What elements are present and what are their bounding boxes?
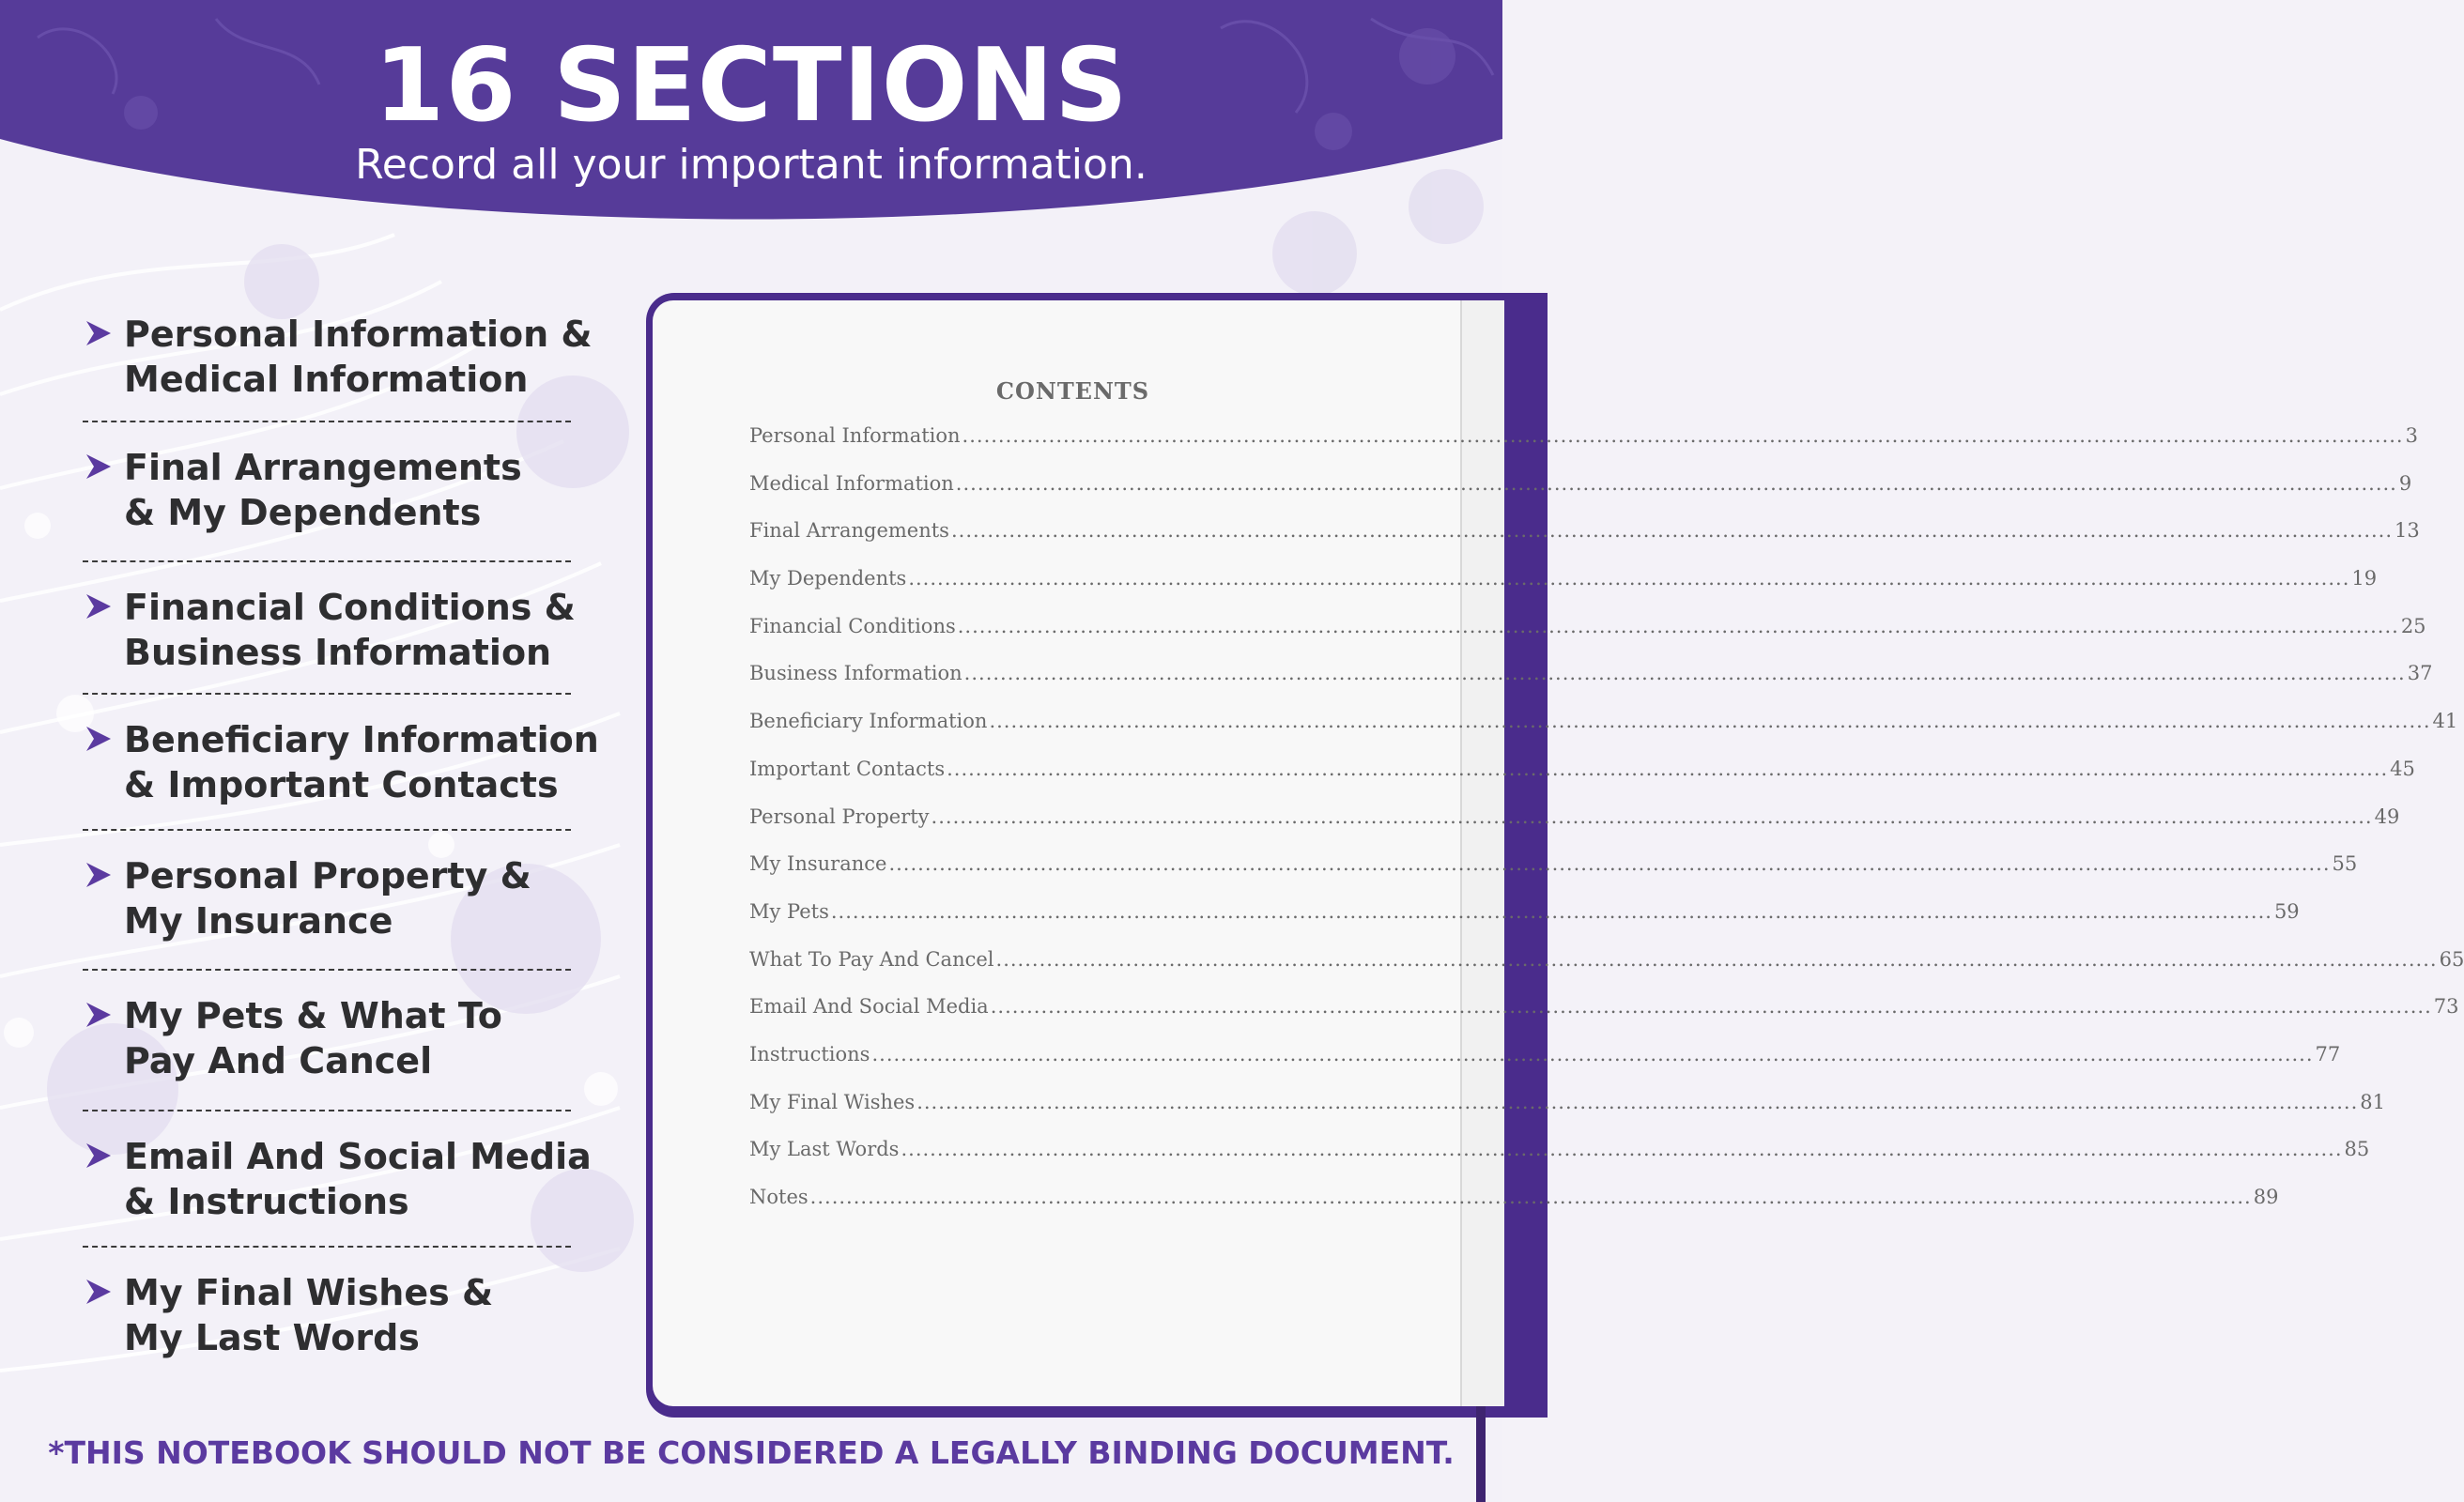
contents-entry-label: Medical Information [749,471,954,495]
chevron-right-icon [85,592,113,621]
section-line-1: Final Arrangements [124,447,522,488]
contents-entry-label: Important Contacts [749,757,946,780]
contents-title: CONTENTS [995,377,1150,405]
section-item [83,971,571,1111]
contents-entry-label: My Insurance [749,852,887,876]
dot-leader: ........................................................................................................................................................................................................ [962,424,2404,447]
section-line-1: Beneficiary Information [124,719,599,760]
chevron-right-icon [85,861,113,889]
chevron-right-icon [85,725,113,753]
contents-entry-label: Personal Property [749,805,930,828]
contents-entry-page: 41 [2432,710,2458,733]
contents-entry [749,757,2415,805]
contents-entry [749,805,2400,853]
section-item [83,695,599,831]
contents-entry-label: My Pets [749,899,829,923]
contents-entry [749,614,2426,663]
contents-entry-label: Business Information [749,662,962,685]
contents-entry [749,852,2358,900]
contents-entry [749,710,2458,758]
dot-leader: ........................................................................................................................................................................................................ [995,947,2438,971]
contents-entry [749,1186,2279,1234]
dot-leader: ........................................................................................................................................................................................................ [955,471,2397,495]
contents-entry-label: My Last Words [749,1138,900,1161]
contents-entry-label: My Dependents [749,567,907,590]
contents-entry-label: What To Pay And Cancel [749,947,994,971]
section-item [83,831,571,971]
section-line-2: & Important Contacts [124,764,559,805]
section-item [83,562,576,695]
contents-entry [749,899,2300,948]
contents-entry [749,1090,2385,1139]
dot-leader: ........................................................................................................................................................................................................ [990,995,2432,1019]
contents-entry-page: 65 [2439,947,2464,971]
dot-leader: ........................................................................................................................................................................................................ [888,852,2331,876]
contents-entry-page: 9 [2398,471,2412,495]
contents-entry-page: 45 [2390,757,2415,780]
section-line-1: Personal Information & [124,314,593,355]
section-line-2: My Last Words [124,1317,420,1358]
section-line-2: & My Dependents [124,492,482,533]
contents-entry-page: 81 [2360,1090,2385,1113]
section-line-1: Personal Property & [124,855,531,897]
contents-entry [749,995,2459,1043]
dot-leader: ........................................................................................................................................................................................................ [957,614,2399,637]
contents-entry-page: 19 [2351,567,2378,590]
dot-leader: ........................................................................................................................................................................................................ [830,899,2272,923]
contents-entry-page: 89 [2253,1186,2279,1208]
contents-entry-page: 85 [2344,1138,2370,1161]
dot-leader: ........................................................................................................................................................................................................ [947,757,2389,780]
section-item [83,1248,571,1370]
contents-entry-label: Personal Information [749,424,961,447]
contents-entry [749,1042,2341,1091]
section-item [83,422,571,562]
contents-entry [749,662,2433,710]
page-subtitle: Record all your important information. [355,141,1147,189]
contents-entry-page: 37 [2407,662,2433,685]
contents-entry-page: 3 [2405,424,2418,447]
page-title: 16 SECTIONS [374,27,1129,145]
contents-entry-label: Notes [749,1186,808,1208]
contents-entry [749,471,2412,520]
section-line-1: Financial Conditions & [124,587,576,628]
dot-leader: ........................................................................................................................................................................................................ [809,1186,2252,1208]
contents-entry [749,947,2464,996]
contents-entry-label: Final Arrangements [749,519,949,543]
dot-leader: ........................................................................................................................................................................................................ [963,662,2406,685]
dot-leader: ........................................................................................................................................................................................................ [901,1138,2343,1161]
contents-entry-label: Beneficiary Information [749,710,988,733]
contents-entry-page: 55 [2332,852,2358,876]
section-line-2: My Insurance [124,900,393,942]
section-item [83,299,593,422]
dot-leader: ........................................................................................................................................................................................................ [908,567,2350,590]
contents-entry-label: Email And Social Media [749,995,989,1019]
section-line-2: Pay And Cancel [124,1040,433,1081]
chevron-right-icon [85,1142,113,1170]
chevron-right-icon [85,452,113,481]
contents-entry-page: 25 [2400,614,2426,637]
contents-entry-label: Financial Conditions [749,614,956,637]
dot-leader: ........................................................................................................................................................................................................ [871,1042,2314,1065]
sections-list [83,299,599,1370]
contents-entry [749,1138,2370,1186]
contents-entry-label: Instructions [749,1042,870,1065]
chevron-right-icon [85,319,113,347]
contents-entry-page: 77 [2315,1042,2341,1065]
section-line-1: My Final Wishes & [124,1272,494,1313]
section-line-2: & Instructions [124,1181,409,1222]
contents-entry-page: 59 [2273,899,2300,923]
section-item [83,1111,592,1248]
contents-entry-page: 13 [2395,519,2420,543]
contents-entry [749,424,2418,472]
section-line-2: Medical Information [124,359,529,400]
contents-entry [749,567,2378,615]
chevron-right-icon [85,1278,113,1306]
contents-entry [749,519,2420,567]
dot-leader: ........................................................................................................................................................................................................ [916,1090,2359,1113]
dot-leader: ........................................................................................................................................................................................................ [950,519,2394,543]
section-line-1: My Pets & What To [124,995,502,1036]
contents-entry-label: My Final Wishes [749,1090,916,1113]
contents-entry-page: 73 [2433,995,2459,1019]
contents-entry-page: 49 [2374,805,2400,828]
dot-leader: ........................................................................................................................................................................................................ [931,805,2373,828]
disclaimer-text: *THIS NOTEBOOK SHOULD NOT BE CONSIDERED A LEGALLY BINDING DOCUMENT. [48,1434,1455,1471]
section-line-1: Email And Social Media [124,1136,592,1177]
dot-leader: ........................................................................................................................................................................................................ [989,710,2431,733]
chevron-right-icon [85,1001,113,1029]
section-line-2: Business Information [124,632,552,673]
contents-list [749,424,2464,1234]
